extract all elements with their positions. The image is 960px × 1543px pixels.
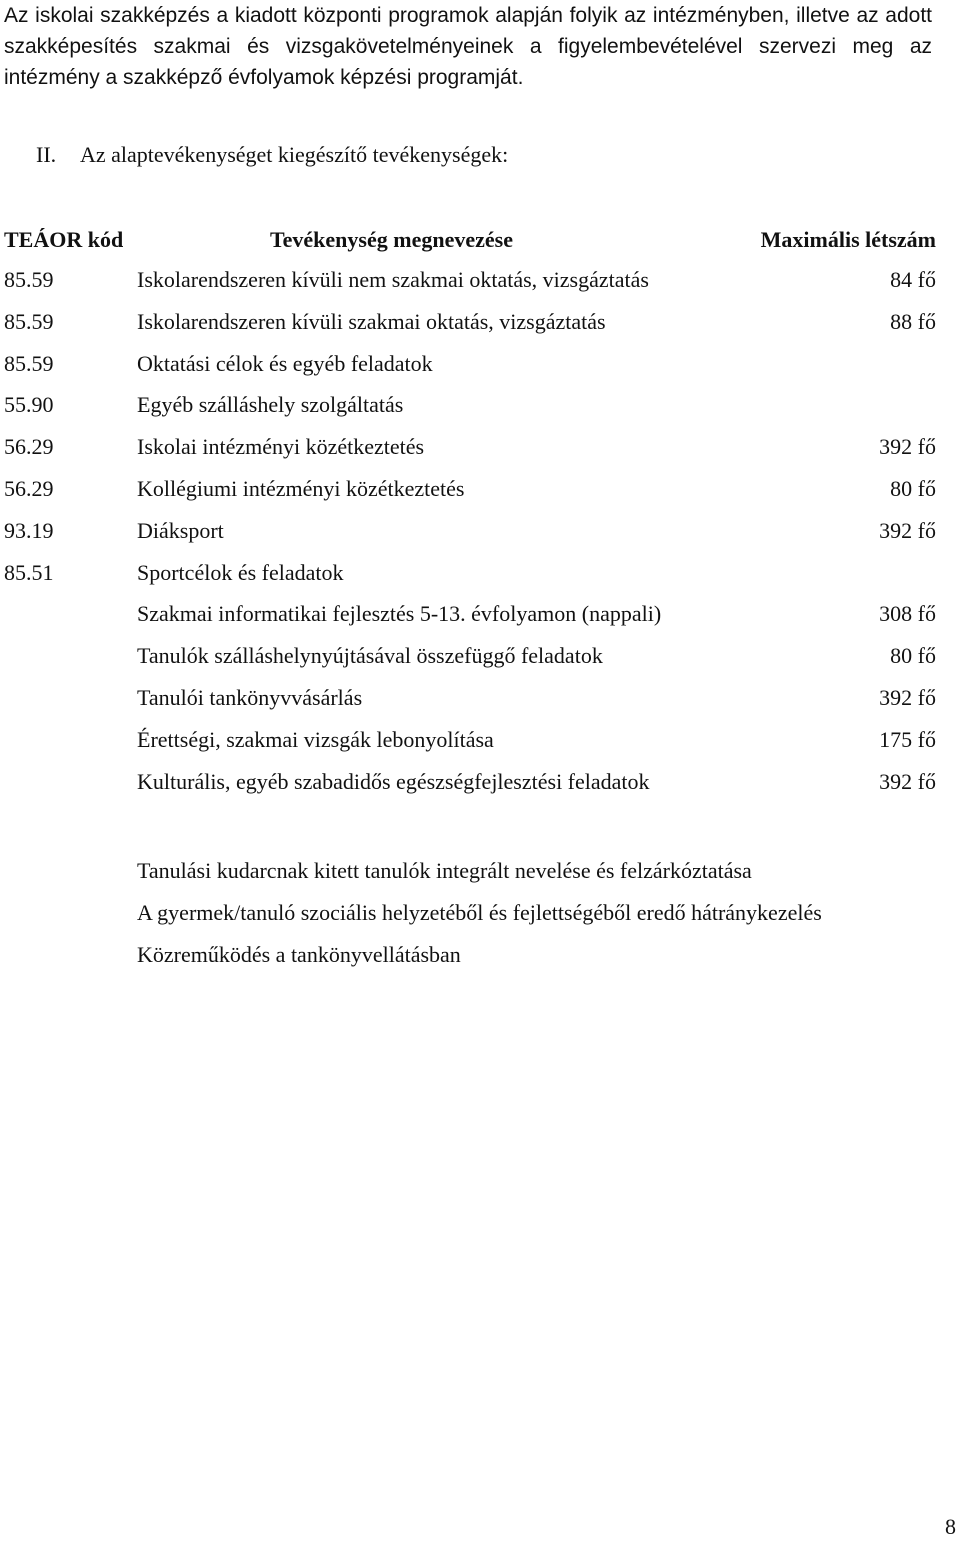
row-name: Iskolarendszeren kívüli nem szakmai oktatás, vizsgáztatás [137, 267, 649, 292]
row-name: Diáksport [137, 517, 224, 543]
table-row [0, 307, 936, 349]
table-row [0, 265, 936, 307]
row-name: Egyéb szálláshely szolgáltatás [137, 392, 404, 418]
section-number: II. [36, 142, 57, 167]
row-code: 85.59 [4, 308, 54, 334]
activity-table [0, 265, 936, 808]
row-name: Tanulók szálláshelynyújtásával összefüggő feladatok [137, 643, 603, 669]
table-row [0, 767, 936, 809]
table-row [0, 390, 936, 432]
table-header [0, 225, 936, 255]
row-max: 392 fő [879, 684, 936, 710]
table-row [0, 558, 936, 600]
table-row [0, 599, 936, 641]
row-max: 80 fő [890, 475, 936, 501]
row-code: 85.51 [4, 559, 54, 585]
table-row [0, 641, 936, 683]
row-max: 392 fő [879, 434, 936, 460]
header-name: Tevékenység megnevezése [270, 227, 513, 252]
header-code: TEÁOR kód [4, 227, 124, 252]
row-max: 392 fő [879, 517, 936, 543]
intro-paragraph: Az iskolai szakképzés a kiadott központi programok alapján folyik az intézményben, illetve az adott szakképesítés szakmai és vizsgakövetelményeinek a figyelembevételével szervezi meg az intézmény a szakképző évfolyamok képzési programját. [4, 4, 932, 89]
row-max: 80 fő [890, 643, 936, 669]
row-max: 308 fő [879, 601, 936, 627]
row-code: 56.29 [4, 434, 54, 460]
row-name: Oktatási célok és egyéb feladatok [137, 350, 433, 376]
page-number: 8 [945, 1514, 956, 1539]
list-item: A gyermek/tanuló szociális helyzetéből és fejlettségéből eredő hátránykezelés [137, 899, 822, 925]
row-name: Érettségi, szakmai vizsgák lebonyolítása [137, 726, 494, 752]
section-heading [36, 140, 508, 170]
row-code: 85.59 [4, 350, 54, 376]
header-max: Maximális létszám [760, 227, 936, 252]
row-code: 93.19 [4, 517, 54, 543]
row-name: Kollégiumi intézményi közétkeztetés [137, 475, 465, 501]
row-code: 56.29 [4, 475, 54, 501]
row-name: Sportcélok és feladatok [137, 559, 344, 585]
row-code: 85.59 [4, 267, 54, 292]
table-row [0, 516, 936, 558]
table-row [0, 683, 936, 725]
row-max: 88 fő [890, 308, 936, 334]
row-name: Iskolai intézményi közétkeztetés [137, 434, 425, 460]
row-max: 392 fő [879, 768, 936, 794]
table-row [0, 349, 936, 391]
row-max: 175 fő [879, 726, 936, 752]
list-item: Közreműködés a tankönyvellátásban [137, 941, 461, 967]
list-item: Tanulási kudarcnak kitett tanulók integrált nevelése és felzárkóztatása [137, 858, 752, 883]
section-title: Az alaptevékenységet kiegészítő tevékenységek: [80, 142, 509, 167]
row-code: 55.90 [4, 392, 54, 418]
row-name: Tanulói tankönyvvásárlás [137, 684, 363, 710]
row-max: 84 fő [890, 267, 936, 292]
row-name: Iskolarendszeren kívüli szakmai oktatás, vizsgáztatás [137, 308, 606, 334]
row-name: Kulturális, egyéb szabadidős egészségfejlesztési feladatok [137, 768, 650, 794]
table-row [0, 432, 936, 474]
table-row [0, 725, 936, 767]
table-row [0, 474, 936, 516]
row-name: Szakmai informatikai fejlesztés 5-13. évfolyamon (nappali) [137, 601, 662, 627]
additional-tasks [137, 850, 822, 975]
